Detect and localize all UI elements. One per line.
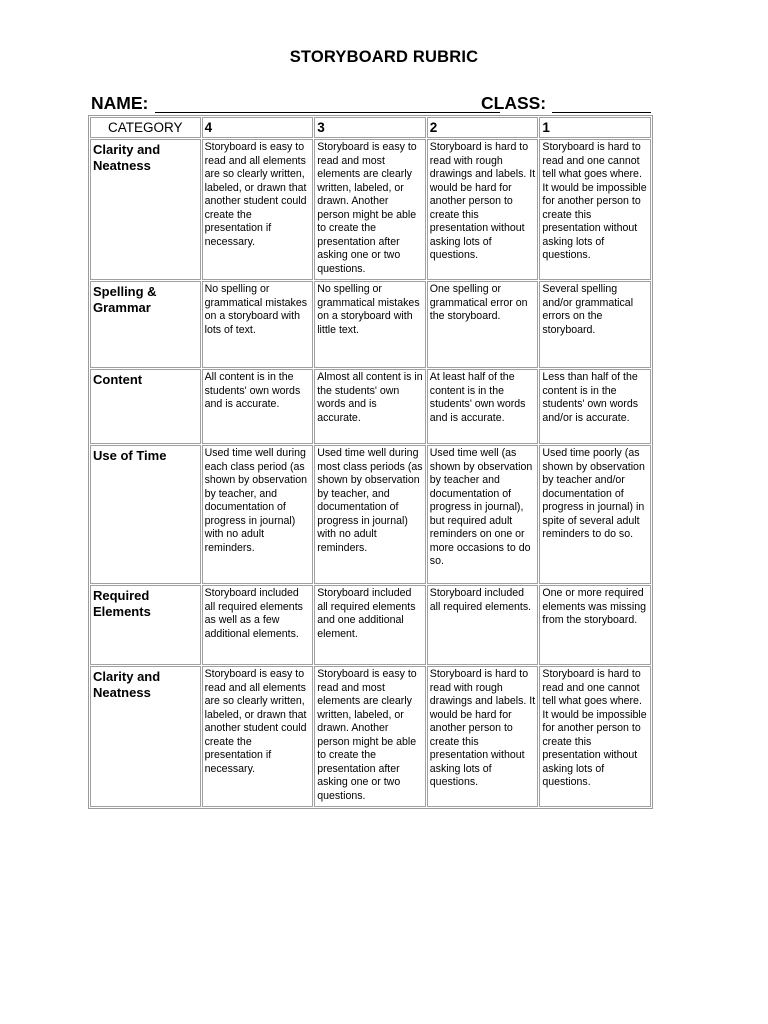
- table-row: [90, 445, 651, 584]
- row-category: Clarity and Neatness: [90, 666, 201, 807]
- table-row: [90, 281, 651, 368]
- table-cell: Used time well during most class periods (as shown by observation by teacher, and documentation of progress in journal) with no adult reminders.: [314, 445, 426, 584]
- row-category: Clarity and Neatness: [90, 139, 201, 280]
- table-cell: All content is in the students' own words and is accurate.: [202, 369, 314, 444]
- table-cell: Storyboard included all required elements and one additional element.: [314, 585, 426, 665]
- table-cell: One spelling or grammatical error on the storyboard.: [427, 281, 539, 368]
- table-cell: At least half of the content is in the students' own words and is accurate.: [427, 369, 539, 444]
- table-cell: Less than half of the content is in the students' own words and/or is accurate.: [539, 369, 651, 444]
- name-class-row: [91, 93, 651, 115]
- table-row: [90, 666, 651, 807]
- table-cell: Storyboard is easy to read and all elements are so clearly written, labeled, or drawn that another student could create the presentation if necessary.: [202, 139, 314, 280]
- table-cell: No spelling or grammatical mistakes on a storyboard with little text.: [314, 281, 426, 368]
- table-cell: Storyboard is hard to read with rough drawings and labels. It would be hard for another person to create this presentation without asking lots of questions.: [427, 139, 539, 280]
- name-label: NAME:: [91, 93, 149, 113]
- table-cell: Used time well (as shown by observation by teacher and documentation of progress in journal), but required adult reminders on one or more occasions to do so.: [427, 445, 539, 584]
- table-cell: Storyboard is hard to read with rough drawings and labels. It would be hard for another person to create this presentation without asking lots of questions.: [427, 666, 539, 807]
- row-category: Required Elements: [90, 585, 201, 665]
- table-cell: Storyboard included all required elements as well as a few additional elements.: [202, 585, 314, 665]
- table-row: [90, 369, 651, 444]
- class-blank-line: [552, 112, 651, 113]
- header-score-4: 4: [202, 117, 314, 138]
- header-score-1: 1: [539, 117, 651, 138]
- table-cell: Storyboard is easy to read and all elements are so clearly written, labeled, or drawn that another student could create the presentation if necessary.: [202, 666, 314, 807]
- table-row: [90, 585, 651, 665]
- table-cell: Storyboard is easy to read and most elements are clearly written, labeled, or drawn. Another person might be able to create the presentation after asking one or two questions.: [314, 666, 426, 807]
- table-cell: Almost all content is in the students' own words and is accurate.: [314, 369, 426, 444]
- rubric-table: [88, 115, 653, 809]
- row-category: Use of Time: [90, 445, 201, 584]
- table-row: [90, 139, 651, 280]
- table-cell: Storyboard is hard to read and one cannot tell what goes where. It would be impossible for another person to create this presentation without asking lots of questions.: [539, 139, 651, 280]
- row-category: Spelling & Grammar: [90, 281, 201, 368]
- table-cell: Used time well during each class period (as shown by observation by teacher, and documentation of progress in journal) with no adult reminders.: [202, 445, 314, 584]
- table-cell: Storyboard is hard to read and one cannot tell what goes where. It would be impossible for another person to create this presentation without asking lots of questions.: [539, 666, 651, 807]
- table-cell: No spelling or grammatical mistakes on a storyboard with lots of text.: [202, 281, 314, 368]
- table-cell: Several spelling and/or grammatical errors on the storyboard.: [539, 281, 651, 368]
- row-category: Content: [90, 369, 201, 444]
- table-cell: Storyboard included all required elements.: [427, 585, 539, 665]
- class-label: CLASS:: [481, 93, 547, 113]
- document-title: STORYBOARD RUBRIC: [289, 48, 479, 66]
- name-blank-line: [155, 112, 500, 113]
- table-cell: Used time poorly (as shown by observation by teacher and/or documentation of progress in journal) in spite of several adult reminders to do so.: [539, 445, 651, 584]
- header-score-3: 3: [314, 117, 426, 138]
- header-row: [90, 117, 651, 138]
- header-category: CATEGORY: [90, 117, 201, 138]
- header-score-2: 2: [427, 117, 539, 138]
- table-cell: One or more required elements was missing from the storyboard.: [539, 585, 651, 665]
- table-cell: Storyboard is easy to read and most elements are clearly written, labeled, or drawn. Another person might be able to create the presentation after asking one or two questions.: [314, 139, 426, 280]
